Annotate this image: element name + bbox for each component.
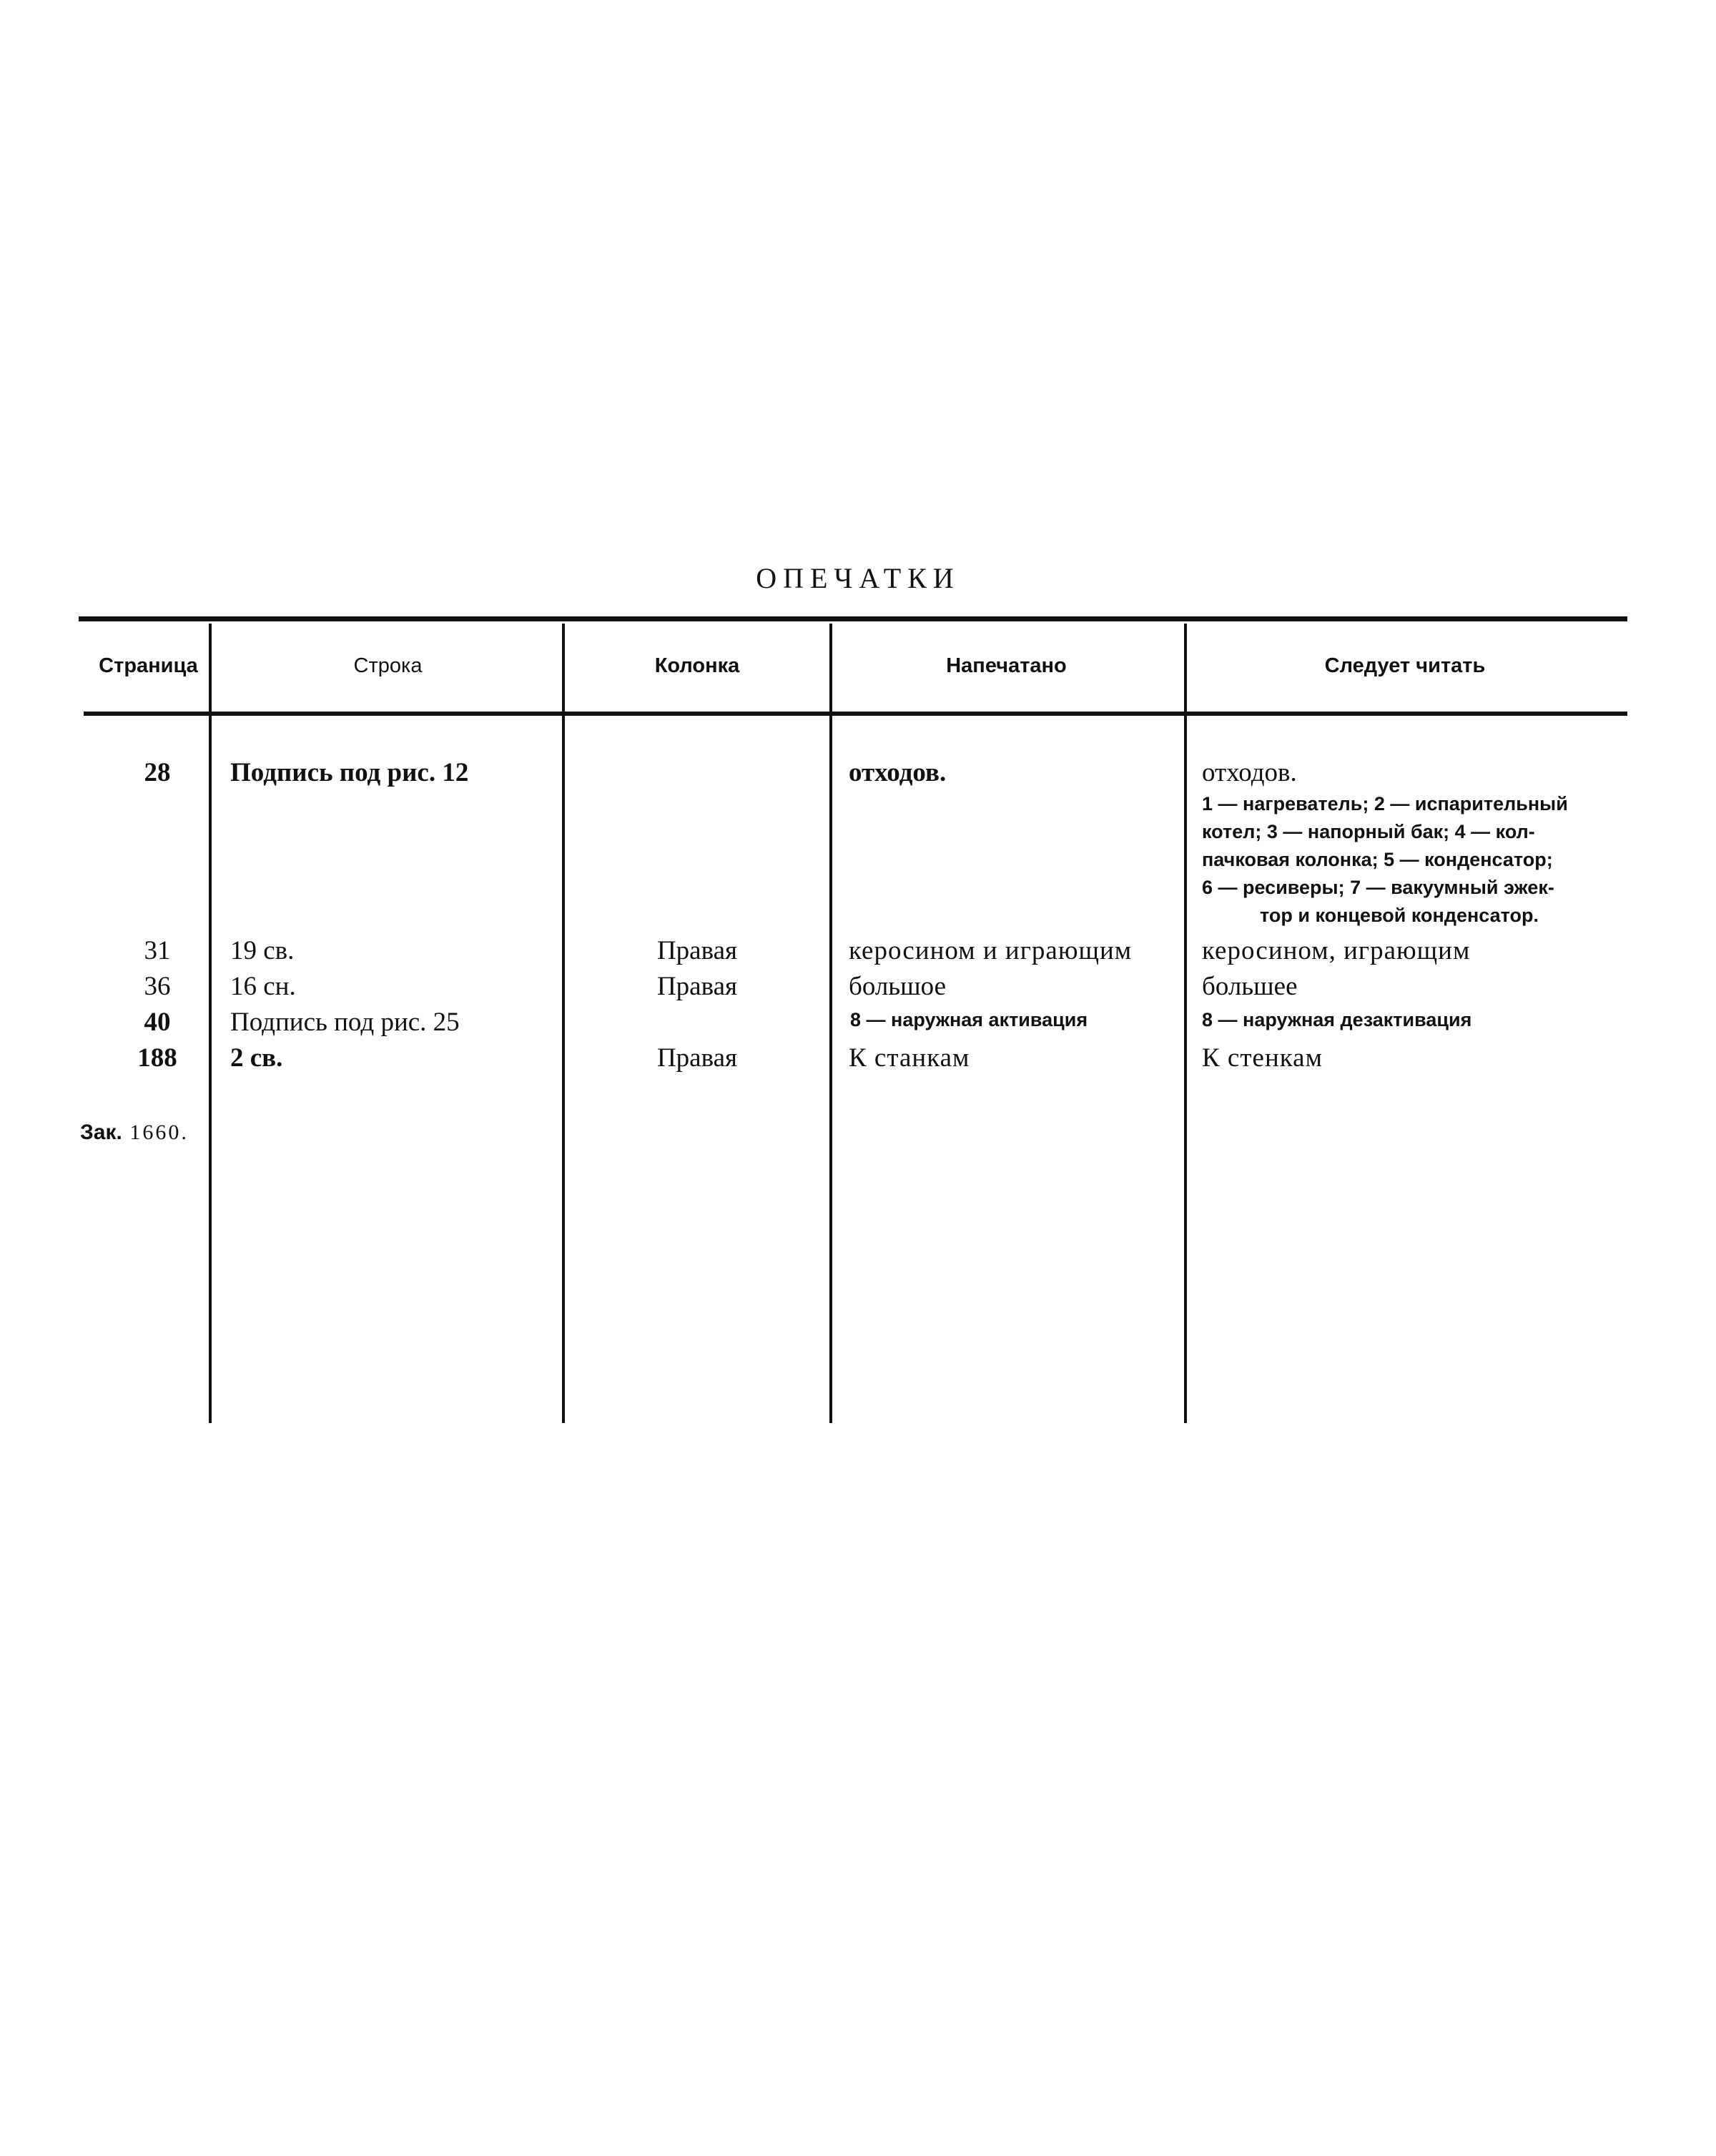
cell-read: большее xyxy=(1202,972,1298,1001)
column-header-column: Колонка xyxy=(654,654,740,677)
cell-line: 2 св. xyxy=(230,1043,283,1073)
page-title: ОПЕЧАТКИ xyxy=(756,562,960,594)
cell-printed: отходов. xyxy=(849,758,947,787)
column-header-page: Страница xyxy=(99,654,198,677)
cell-read: керосином, играющим xyxy=(1202,936,1471,965)
cell-line: Подпись под рис. 12 xyxy=(230,758,469,787)
cell-read-caption-line: котел; 3 — напорный бак; 4 — кол- xyxy=(1202,821,1535,842)
cell-page: 40 xyxy=(144,1008,171,1037)
cell-page: 31 xyxy=(144,936,171,965)
cell-page: 28 xyxy=(144,758,171,787)
cell-printed: К станкам xyxy=(849,1043,970,1073)
table-header-rule xyxy=(84,712,1627,716)
cell-printed: большое xyxy=(849,972,947,1001)
column-divider-2 xyxy=(562,624,565,1423)
cell-read: отходов. xyxy=(1202,758,1297,787)
order-number: 1660. xyxy=(129,1121,189,1144)
column-header-read: Следует читать xyxy=(1324,654,1486,677)
column-divider-4 xyxy=(1184,624,1187,1423)
order-note xyxy=(80,1121,189,1145)
cell-column: Правая xyxy=(656,1043,738,1073)
column-header-printed: Напечатано xyxy=(946,654,1067,677)
cell-printed: керосином и играющим xyxy=(849,936,1133,965)
cell-read-caption-line: тор и концевой конденсатор. xyxy=(1260,905,1539,926)
cell-printed: 8 — наружная активация xyxy=(850,1009,1088,1030)
cell-read-caption-line: пачковая колонка; 5 — конденсатор; xyxy=(1202,849,1553,870)
order-label: Зак. xyxy=(80,1121,122,1144)
table-top-rule xyxy=(79,616,1627,621)
cell-page: 36 xyxy=(144,972,171,1001)
cell-read-caption-line: 1 — нагреватель; 2 — испарительный xyxy=(1202,793,1568,814)
cell-line: Подпись под рис. 25 xyxy=(230,1008,460,1037)
cell-column: Правая xyxy=(656,936,738,965)
cell-line: 16 сн. xyxy=(230,972,296,1001)
column-header-line: Строка xyxy=(353,654,423,677)
cell-read-caption-line: 6 — ресиверы; 7 — вакуумный эжек- xyxy=(1202,877,1554,898)
column-divider-3 xyxy=(829,624,832,1423)
cell-read: 8 — наружная дезактивация xyxy=(1202,1009,1472,1030)
cell-page: 188 xyxy=(137,1043,177,1073)
cell-read: К стенкам xyxy=(1202,1043,1323,1073)
cell-column: Правая xyxy=(656,972,738,1001)
cell-line: 19 св. xyxy=(230,936,295,965)
